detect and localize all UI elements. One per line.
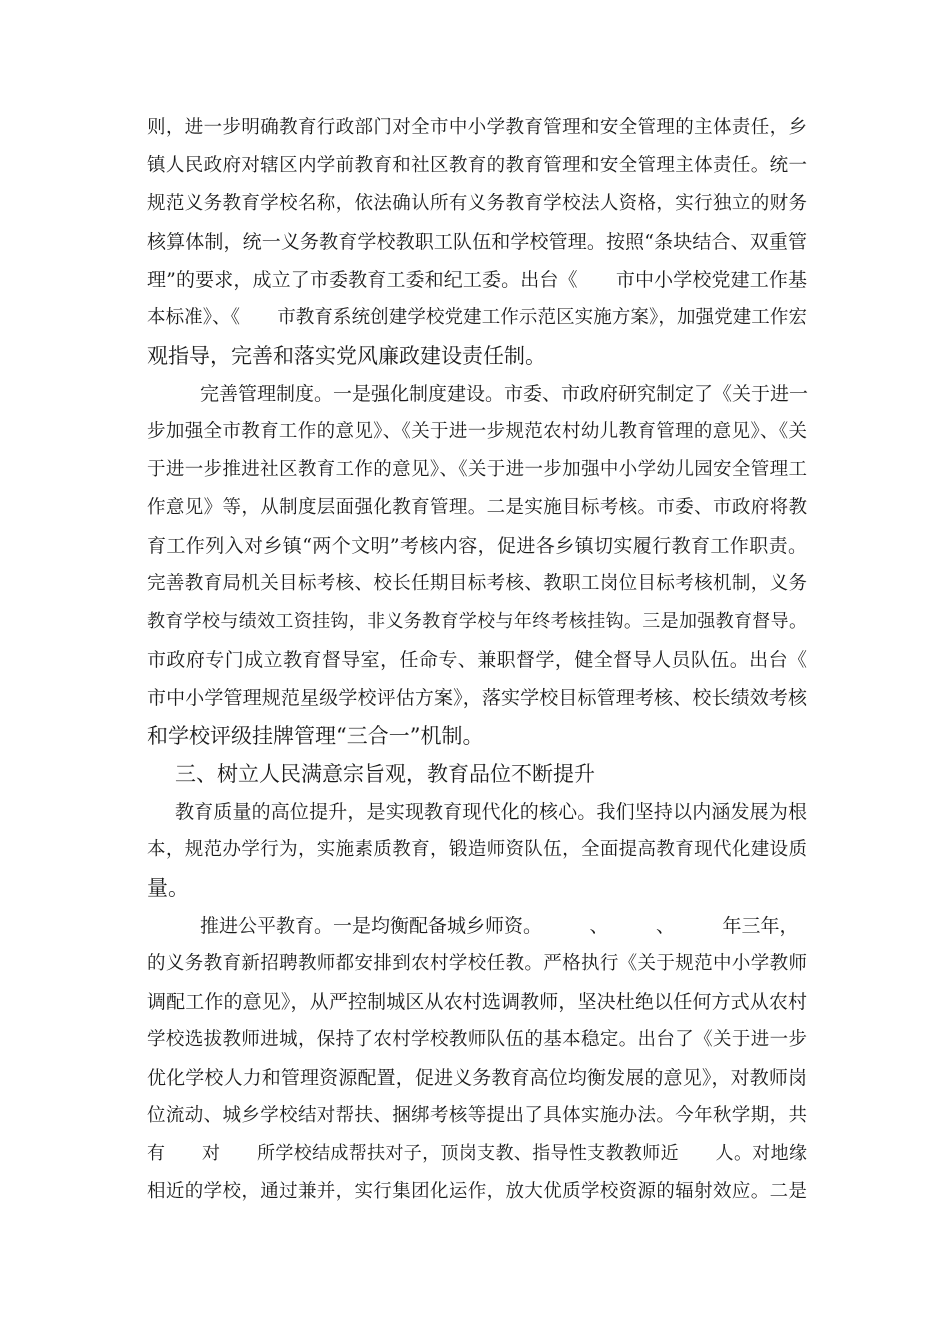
paragraph-first-line: 完善管理制度。一是强化制度建设。市委、市政府研究制定了《关于进一	[200, 383, 809, 405]
text-line: 核算体制，统一义务教育学校教职工队伍和学校管理。按照“条块结合、双重管	[147, 231, 807, 253]
text-line: 相近的学校，通过兼并，实行集团化运作，放大优质学校资源的辐射效应。二是	[147, 1181, 807, 1202]
text-line: 育工作列入对乡镇“两个文明”考核内容，促进各乡镇切实履行教育工作职责。	[147, 535, 807, 557]
text-line: 市政府专门成立教育督导室，任命专、兼职督学，健全督导人员队伍。出台《	[147, 649, 807, 671]
text-line: 则，进一步明确教育行政部门对全市中小学教育管理和安全管理的主体责任，乡	[147, 117, 807, 138]
text-line: 规范义务教育学校名称，依法确认所有义务教育学校法人资格，实行独立的财务	[147, 193, 807, 214]
text-line: 于进一步推进社区教育工作的意见》、《关于进一步加强中小学幼儿园安全管理工	[147, 459, 807, 480]
text-line: 位流动、城乡学校结对帮扶、捆绑考核等提出了具体实施办法。今年秋学期，共	[147, 1105, 807, 1126]
text-line: 量。	[147, 876, 189, 900]
text-line: 市中小学管理规范星级学校评估方案》，落实学校目标管理考核、校长绩效考核	[147, 687, 807, 709]
text-line: 本，规范办学行为，实施素质教育，锻造师资队伍，全面提高教育现代化建设质	[147, 839, 807, 860]
text-line: 有 对 所学校结成帮扶对子，顶岗支教、指导性支教教师近 人。对地缘	[147, 1143, 807, 1164]
text-line: 本标准》、《 市教育系统创建学校党建工作示范区实施方案》，加强党建工作宏	[147, 307, 807, 328]
text-line: 教育学校与绩效工资挂钩，非义务教育学校与年终考核挂钩。三是加强教育督导。	[147, 611, 807, 632]
text-line: 观指导，完善和落实党风廉政建设责任制。	[147, 344, 546, 368]
section-heading: 三、树立人民满意宗旨观，教育品位不断提升	[175, 762, 595, 786]
text-line: 和学校评级挂牌管理“三合一”机制。	[147, 724, 484, 748]
paragraph-first-line: 教育质量的高位提升，是实现教育现代化的核心。我们坚持以内涵发展为根	[175, 801, 807, 823]
text-line: 理”的要求，成立了市委教育工委和纪工委。出台《 市中小学校党建工作基	[147, 269, 807, 291]
text-line: 完善教育局机关目标考核、校长任期目标考核、教职工岗位目标考核机制，义务	[147, 573, 807, 594]
text-line: 优化学校人力和管理资源配置，促进义务教育高位均衡发展的意见》，对教师岗	[147, 1067, 807, 1089]
text-line: 步加强全市教育工作的意见》、《关于进一步规范农村幼儿教育管理的意见》、《关	[147, 421, 807, 442]
text-line: 调配工作的意见》，从严控制城区从农村选调教师，坚决杜绝以任何方式从农村	[147, 991, 807, 1013]
text-line: 作意见》等，从制度层面强化教育管理。二是实施目标考核。市委、市政府将教	[147, 497, 807, 518]
text-line: 的义务教育新招聘教师都安排到农村学校任教。严格执行《关于规范中小学教师	[147, 953, 807, 974]
paragraph-first-line: 推进公平教育。一是均衡配备城乡师资。 、 、 年三年，	[200, 915, 799, 937]
text-line: 学校选拔教师进城，保持了农村学校教师队伍的基本稳定。出台了《关于进一步	[147, 1029, 807, 1050]
text-line: 镇人民政府对辖区内学前教育和社区教育的教育管理和安全管理主体责任。统一	[147, 155, 807, 176]
